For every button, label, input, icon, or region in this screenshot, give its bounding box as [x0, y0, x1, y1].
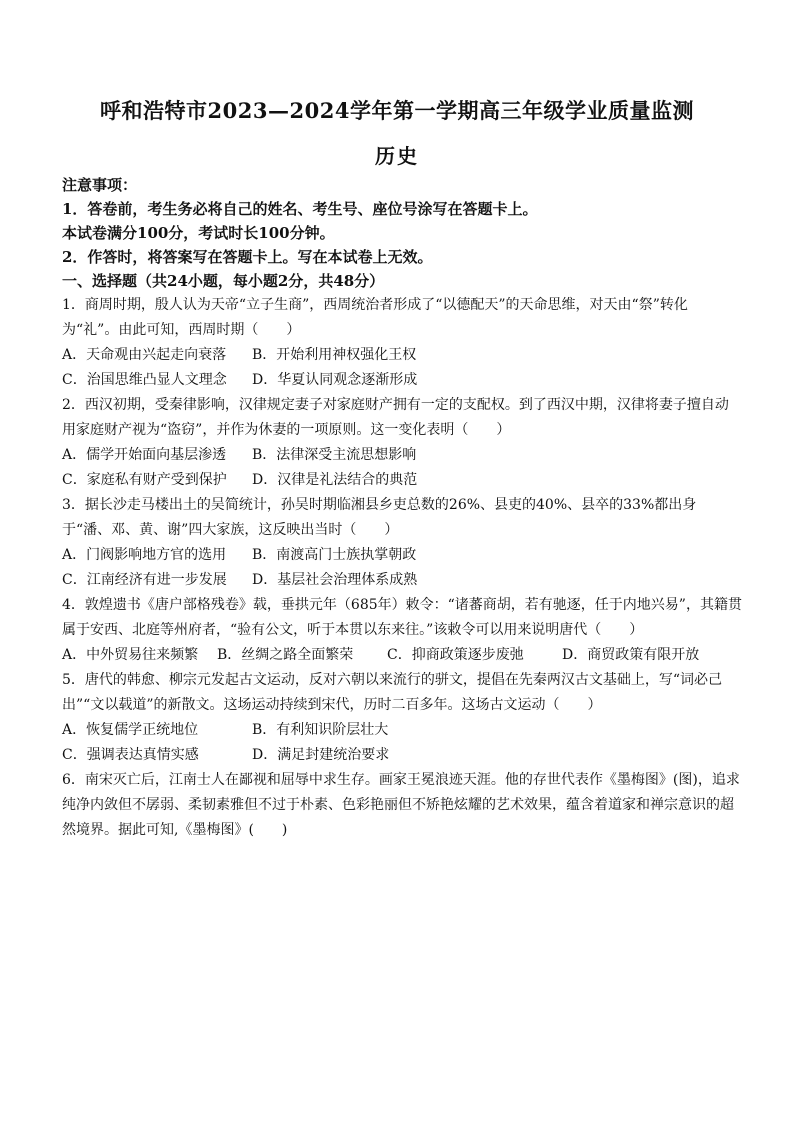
option-b: B．有利知识阶层壮大	[252, 722, 389, 738]
option-d: D．华夏认同观念逐渐形成	[252, 372, 418, 388]
note-item-3: 2．作答时，将答案写在答题卡上。写在本试卷上无效。	[62, 248, 433, 266]
option-c: C．家庭私有财产受到保护	[62, 472, 227, 488]
question-4-stem: 4．敦煌遗书《唐户部格残卷》载，垂拱元年（685年）敕令：“诸蕃商胡，若有驰逐，任于内地兴易”，其籍贯属于安西、北庭等州府者，“验有公文，听于本贯以东来往。”该敕令可以用来说明唐代（ ）	[62, 597, 742, 638]
option-a: A．中外贸易往来频繁	[62, 647, 199, 663]
notes-heading: 注意事项：	[62, 176, 138, 194]
option-b: B．开始利用神权强化王权	[252, 347, 417, 363]
question-2-stem: 2．西汉初期，受秦律影响，汉律规定妻子对家庭财产拥有一定的支配权。到了西汉中期，汉律将妻子擅自动用家庭财产视为“盗窃”，并作为休妻的一项原则。这一变化表明（ ）	[62, 397, 729, 438]
note-item-1: 1．答卷前，考生务必将自己的姓名、考生号、座位号涂写在答题卡上。	[62, 200, 538, 218]
exam-title: 呼和浩特市2023—2024学年第一学期高三年级学业质量监测	[100, 98, 694, 123]
option-c: C．治国思维凸显人文理念	[62, 372, 227, 388]
question-1-options-row-2	[62, 368, 742, 393]
note-item-2: 本试卷满分100分，考试时长100分钟。	[62, 224, 335, 242]
question-5-options-row-1	[62, 718, 742, 743]
question-1-options-row-1	[62, 343, 742, 368]
option-c: C．强调表达真情实感	[62, 747, 199, 763]
question-2-options-row-2	[62, 468, 742, 493]
question-3-options-row-2	[62, 568, 742, 593]
exam-subject: 历史	[375, 144, 419, 168]
option-a: A．恢复儒学正统地位	[62, 722, 199, 738]
question-3-stem: 3．据长沙走马楼出土的吴简统计，孙吴时期临湘县乡吏总数的26%、县吏的40%、县卒的33%都出身于“潘、邓、黄、谢”四大家族，这反映出当时（ ）	[62, 497, 697, 538]
option-d: D．汉律是礼法结合的典范	[252, 472, 418, 488]
option-d: D．商贸政策有限开放	[562, 647, 700, 663]
question-5-stem: 5．唐代的韩愈、柳宗元发起古文运动，反对六朝以来流行的骈文，提倡在先秦两汉古文基础上，写“词必己出”“文以载道”的新散文。这场运动持续到宋代，历时二百多年。这场古文运动（ ）	[62, 672, 723, 713]
option-a: A．儒学开始面向基层渗透	[62, 447, 227, 463]
question-5-options-row-2	[62, 743, 742, 768]
option-a: A．天命观由兴起走向衰落	[62, 347, 227, 363]
question-4-options-row	[62, 643, 742, 668]
option-b: B．南渡高门士族执掌朝政	[252, 547, 417, 563]
question-3-options-row-1	[62, 543, 742, 568]
option-b: B．丝绸之路全面繁荣	[217, 647, 354, 663]
option-c: C．抑商政策逐步废弛	[387, 647, 524, 663]
question-1-stem: 1．商周时期，殷人认为天帝“立子生商”，西周统治者形成了“以德配天”的天命思维，对天由“祭”转化为“礼”。由此可知，西周时期（ ）	[62, 297, 688, 338]
question-2-options-row-1	[62, 443, 742, 468]
option-c: C．江南经济有进一步发展	[62, 572, 227, 588]
section-heading: 一、选择题（共24小题，每小题2分，共48分）	[62, 272, 385, 290]
question-6-stem: 6．南宋灭亡后，江南士人在鄙视和屈辱中求生存。画家王冕浪迹天涯。他的存世代表作《墨梅图》(图)，追求纯净内敛但不孱弱、柔韧素雅但不过于朴素、色彩艳丽但不矫艳炫耀的艺术效果，蕴含着道家和禅宗意识的超然境界。据此可知,《墨梅图》( )	[62, 772, 740, 838]
option-d: D．基层社会治理体系成熟	[252, 572, 418, 588]
option-b: B．法律深受主流思想影响	[252, 447, 417, 463]
exam-content	[62, 173, 742, 843]
option-d: D．满足封建统治要求	[252, 747, 390, 763]
option-a: A．门阀影响地方官的选用	[62, 547, 227, 563]
